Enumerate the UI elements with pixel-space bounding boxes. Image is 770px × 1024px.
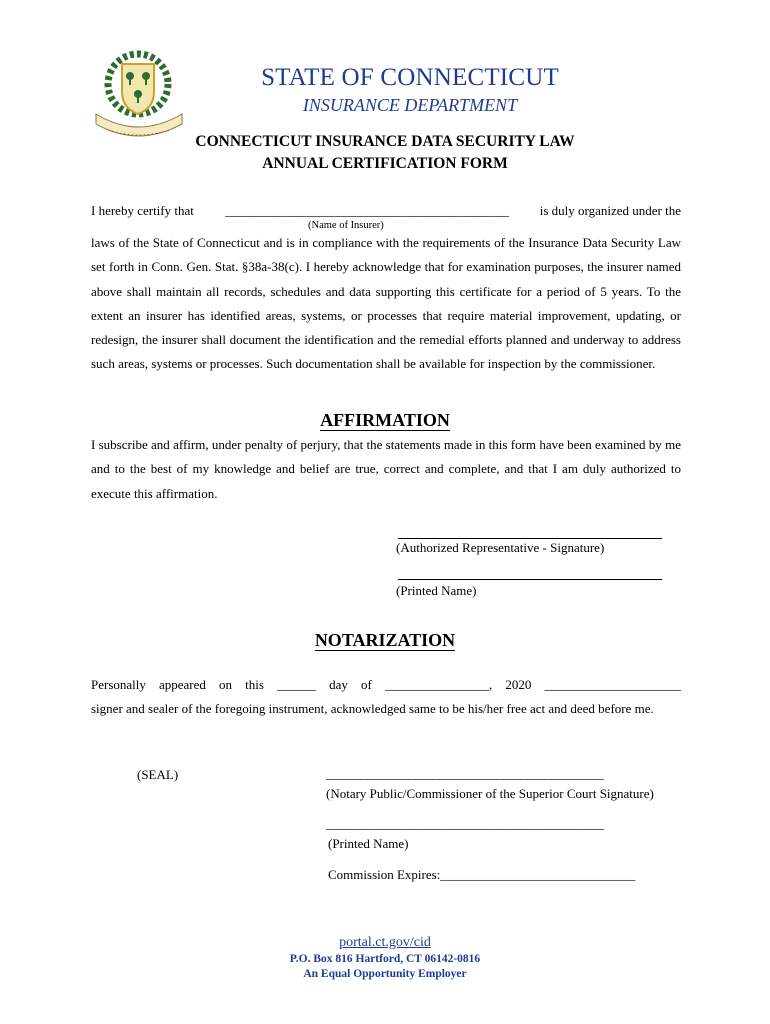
footer-link-row [0, 933, 770, 951]
form-title-line1: CONNECTICUT INSURANCE DATA SECURITY LAW [195, 133, 575, 150]
representative-signature-caption: (Authorized Representative - Signature) [396, 540, 605, 555]
footer-employer: An Equal Opportunity Employer [303, 968, 467, 980]
notary-printed-name-caption: (Printed Name) [328, 836, 409, 851]
affirmation-text: I subscribe and affirm, under penalty of perjury, that the statements made in this form have been examined by me and to the best of my knowledge and belief are true, correct and complete, and that I am duly authorized to execute this affirmation. [91, 437, 681, 501]
insurer-name-field[interactable]: ________________________________________________ [225, 203, 509, 218]
notarization-text: signer and sealer of the foregoing instrument, acknowledged same to be his/her free act and deed before me. [91, 701, 654, 716]
affirmation-heading: AFFIRMATION [320, 410, 450, 430]
certification-body: laws of the State of Connecticut and is in compliance with the requirements of the Insurance Data Security Law set forth in Conn. Gen. Stat. §38a-38(c). I hereby acknowledge that for examination purposes, the insurer named above shall maintain all records, schedules and data supporting this certificate for a period of 5 years. To the extent an insurer has identified areas, systems, or processes that require material improvement, updating, or redesign, the insurer shall document the identification and the remedial efforts planned and underway to address such areas, systems or processes. Such documentation shall be available for inspection by the commissioner. [91, 235, 681, 372]
representative-signature-line[interactable] [398, 538, 662, 539]
portal-link[interactable]: portal.ct.gov/cid [339, 935, 431, 950]
representative-printed-name-caption: (Printed Name) [396, 583, 477, 598]
notary-printed-name-line[interactable]: _______________________________________________ [326, 816, 604, 831]
insurer-name-caption: (Name of Insurer) [308, 220, 384, 231]
notary-signature-line[interactable]: _______________________________________________ [326, 766, 604, 781]
seal-label: (SEAL) [137, 767, 179, 782]
cert-prefix: I hereby certify that [91, 203, 194, 218]
representative-printed-name-line[interactable] [398, 579, 662, 580]
footer-address: P.O. Box 816 Hartford, CT 06142-0816 [289, 953, 481, 965]
form-title-line2: ANNUAL CERTIFICATION FORM [262, 155, 508, 172]
notarization-heading: NOTARIZATION [314, 630, 456, 650]
header-department-name: INSURANCE DEPARTMENT [302, 95, 518, 115]
state-seal-logo [88, 44, 190, 142]
certification-line [91, 203, 681, 219]
commission-expires-field[interactable]: Commission Expires:______________________________ [328, 867, 636, 882]
notarization-appearance-line[interactable]: Personally appeared on this ______ day of ________________, 2020 _____________________ [91, 677, 681, 692]
notary-signature-caption: (Notary Public/Commissioner of the Superior Court Signature) [326, 786, 654, 801]
header-state-name: STATE OF CONNECTICUT [261, 64, 559, 91]
cert-suffix: is duly organized under the [539, 203, 681, 218]
